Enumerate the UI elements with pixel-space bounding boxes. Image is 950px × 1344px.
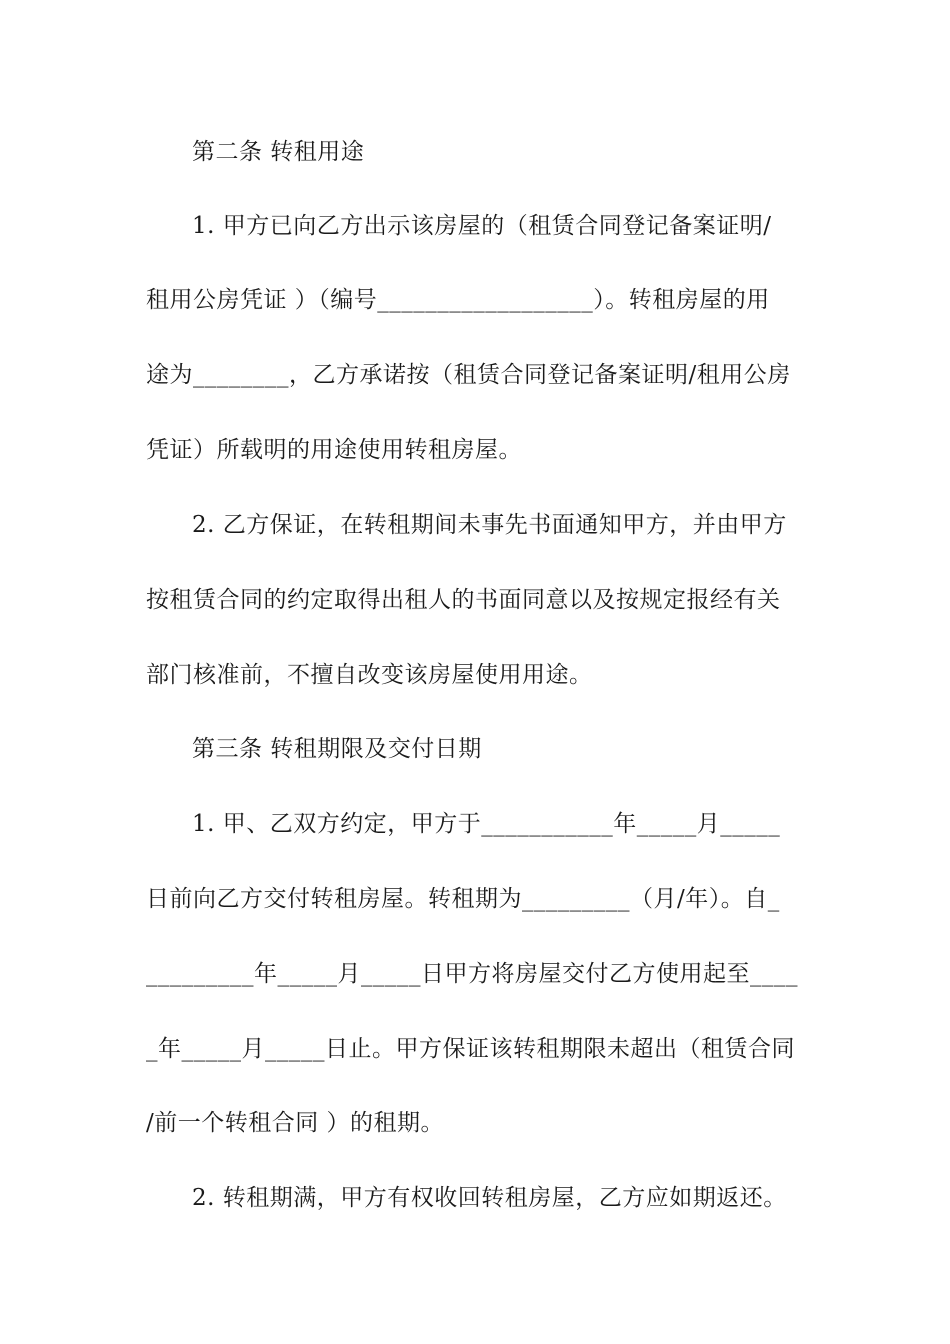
article-2-heading: 第二条 转租用途 (192, 139, 365, 165)
article-2-clause-1-line-1: 1. 甲方已向乙方出示该房屋的（租赁合同登记备案证明/ (192, 213, 772, 239)
article-3-clause-1-line-3: _________年_____月_____日甲方将房屋交付乙方使用起至____ (146, 961, 798, 987)
article-3-heading: 第三条 转租期限及交付日期 (192, 736, 482, 762)
article-2-clause-2-line-3: 部门核准前，不擅自改变该房屋使用用途。 (146, 662, 593, 688)
article-3-clause-1-line-5: /前一个转租合同 ）的租期。 (146, 1110, 445, 1136)
article-2-clause-1-line-4: 凭证）所载明的用途使用转租房屋。 (146, 437, 522, 463)
article-2-clause-2-line-2: 按租赁合同的约定取得出租人的书面同意以及按规定报经有关 (146, 587, 781, 613)
article-3-clause-1-line-4: _年_____月_____日止。甲方保证该转租期限未超出（租赁合同 (146, 1036, 795, 1062)
article-3-clause-1-line-2: 日前向乙方交付转租房屋。转租期为_________（月/年）。自_ (146, 886, 780, 912)
article-2-clause-1-line-2: 租用公房凭证 ）（编号__________________）。转租房屋的用 (146, 287, 770, 313)
article-3-clause-1-line-1: 1. 甲、乙双方约定，甲方于___________年_____月_____ (192, 811, 781, 837)
article-3-clause-2-line-1: 2. 转租期满，甲方有权收回转租房屋，乙方应如期返还。 (192, 1185, 787, 1211)
article-2-clause-2-line-1: 2. 乙方保证，在转租期间未事先书面通知甲方，并由甲方 (192, 512, 787, 538)
article-2-clause-1-line-3: 途为________，乙方承诺按（租赁合同登记备案证明/租用公房 (146, 362, 791, 388)
